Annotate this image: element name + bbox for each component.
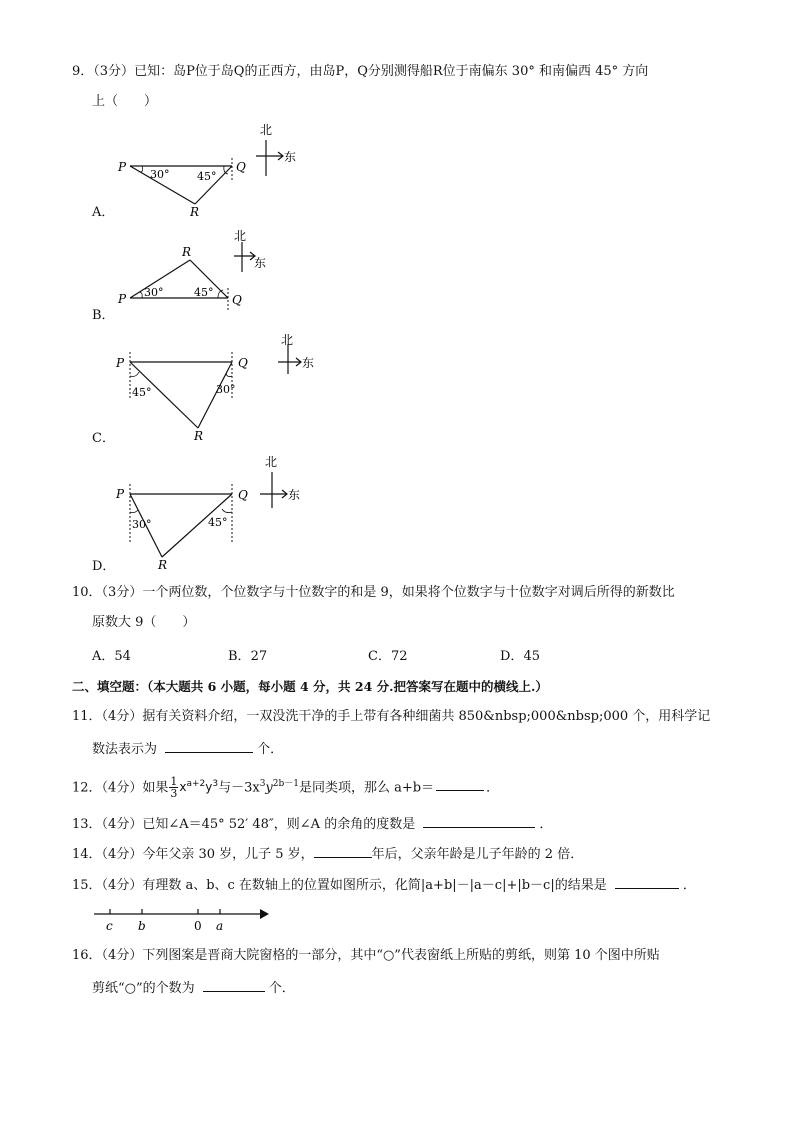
numline-zero: 0 — [194, 919, 202, 933]
figa-angle30: 30° — [150, 168, 170, 181]
figd-angle45: 45° — [208, 516, 228, 529]
figd-p: P — [116, 487, 125, 501]
q12-answer-blank — [436, 776, 484, 791]
q9-number: 9． — [72, 64, 94, 79]
svg-text:东: 东 — [284, 150, 297, 164]
q16-answer-blank — [203, 977, 265, 992]
figb-angle45: 45° — [194, 286, 214, 299]
q11-line1: 11．（4分）据有关资料介绍，一双没洗干净的手上带有各种细菌共 850&nbsp;000&nbsp;000 个，用科学记 — [72, 709, 711, 724]
q15-line: 15．（4分）有理数 a、b、c 在数轴上的位置如图所示，化简|a+b|－|a－c|+|b－c|的结果是 ． — [72, 874, 732, 896]
section2-title: 二、填空题：（本大题共 6 小题，每小题 4 分，共 24 分.把答案写在题中的横线上.） — [72, 679, 548, 694]
figb-p: P — [118, 292, 127, 306]
q10-score: （3分） — [101, 585, 143, 600]
svg-text:北: 北 — [265, 455, 278, 469]
figc-r: R — [194, 429, 204, 443]
q9-option-a-label: A． — [92, 205, 115, 220]
svg-text:东: 东 — [302, 356, 315, 370]
q9-option-c-label: C． — [92, 431, 115, 446]
figc-p: P — [116, 356, 125, 370]
numline-c: c — [106, 919, 113, 933]
figd-q: Q — [238, 488, 248, 502]
figa-compass-icon — [256, 123, 296, 176]
figd-angle30: 30° — [132, 518, 152, 531]
q14-line: 14．（4分）今年父亲 30 岁，儿子 5 岁， 年后，父亲年龄是儿子年龄的 2 倍． — [72, 843, 732, 865]
q10-option-d: D．45 — [500, 649, 540, 664]
svg-text:东: 东 — [288, 488, 301, 502]
figb-angle30: 30° — [144, 286, 164, 299]
q9-score: （3分） — [93, 64, 135, 79]
svg-text:北: 北 — [281, 333, 294, 347]
figd-compass-icon — [260, 455, 300, 508]
q10-line1 — [72, 583, 732, 603]
figa-p: P — [118, 160, 127, 174]
q15-answer-blank — [615, 874, 679, 889]
svg-text:东: 东 — [254, 256, 267, 270]
figa-angle45: 45° — [197, 170, 217, 183]
q10-line2: 原数大 9（ ） — [92, 615, 196, 630]
figa-q: Q — [236, 160, 246, 174]
q11-answer-blank — [165, 738, 253, 753]
q9-figure-d — [110, 452, 320, 572]
q11-line2: 数法表示为 个． — [92, 738, 752, 760]
q9-figure-b — [110, 226, 280, 312]
q10-number: 10． — [72, 585, 102, 600]
q15-number-line — [92, 904, 272, 934]
q9-line2: 上（ ） — [92, 94, 158, 109]
figc-q: Q — [238, 356, 248, 370]
figb-q: Q — [232, 293, 242, 307]
q16-line2: 剪纸“○”的个数为 个． — [92, 977, 752, 999]
q14-answer-blank — [314, 843, 372, 858]
figc-angle30: 30° — [216, 383, 236, 396]
q9-text: 已知：岛P位于岛Q的正西方，由岛P，Q分别测得船R位于南偏东 30° 和南偏西 45° 方向 — [134, 64, 649, 79]
q12-line: 12．（4分）如果 $\frac{1}{3}$ $x^{a+2}y^3$与$-3x^3y^{2b-1}$是同类项，那么 a+b＝ ． — [72, 775, 500, 801]
q10-option-a: A．54 — [92, 649, 131, 664]
numline-a: a — [216, 919, 224, 933]
figb-compass-icon — [234, 229, 266, 272]
svg-text:北: 北 — [260, 123, 273, 137]
figb-r: R — [182, 245, 192, 259]
q16-line1: 16．（4分）下列图案是晋商大院窗格的一部分，其中“○”代表窗纸上所贴的剪纸，则第 10 个图中所贴 — [72, 948, 660, 963]
figd-r: R — [158, 558, 168, 572]
q10-option-c: C．72 — [368, 649, 408, 664]
figa-r: R — [190, 205, 200, 219]
q9-figure-c — [110, 330, 320, 444]
q9-line1 — [72, 62, 732, 82]
q10-option-b: B．27 — [228, 649, 268, 664]
svg-text:北: 北 — [234, 229, 247, 243]
q9-option-d-label: D． — [92, 559, 116, 574]
figc-angle45: 45° — [132, 386, 152, 399]
q10-text: 一个两位数，个位数字与十位数字的和是 9，如果将个位数字与十位数字对调后所得的新数比 — [142, 585, 675, 600]
figc-compass-icon — [278, 333, 314, 374]
numline-b: b — [138, 919, 146, 933]
q13-answer-blank — [423, 813, 535, 828]
q12-fraction: $\frac{1}{3}$ — [170, 775, 178, 801]
q13-line: 13．（4分）已知∠A＝45° 52′ 48″，则∠A 的余角的度数是 ． — [72, 813, 732, 835]
q9-option-b-label: B． — [92, 308, 115, 323]
q10-options — [92, 645, 692, 665]
q9-figure-a — [110, 118, 310, 220]
